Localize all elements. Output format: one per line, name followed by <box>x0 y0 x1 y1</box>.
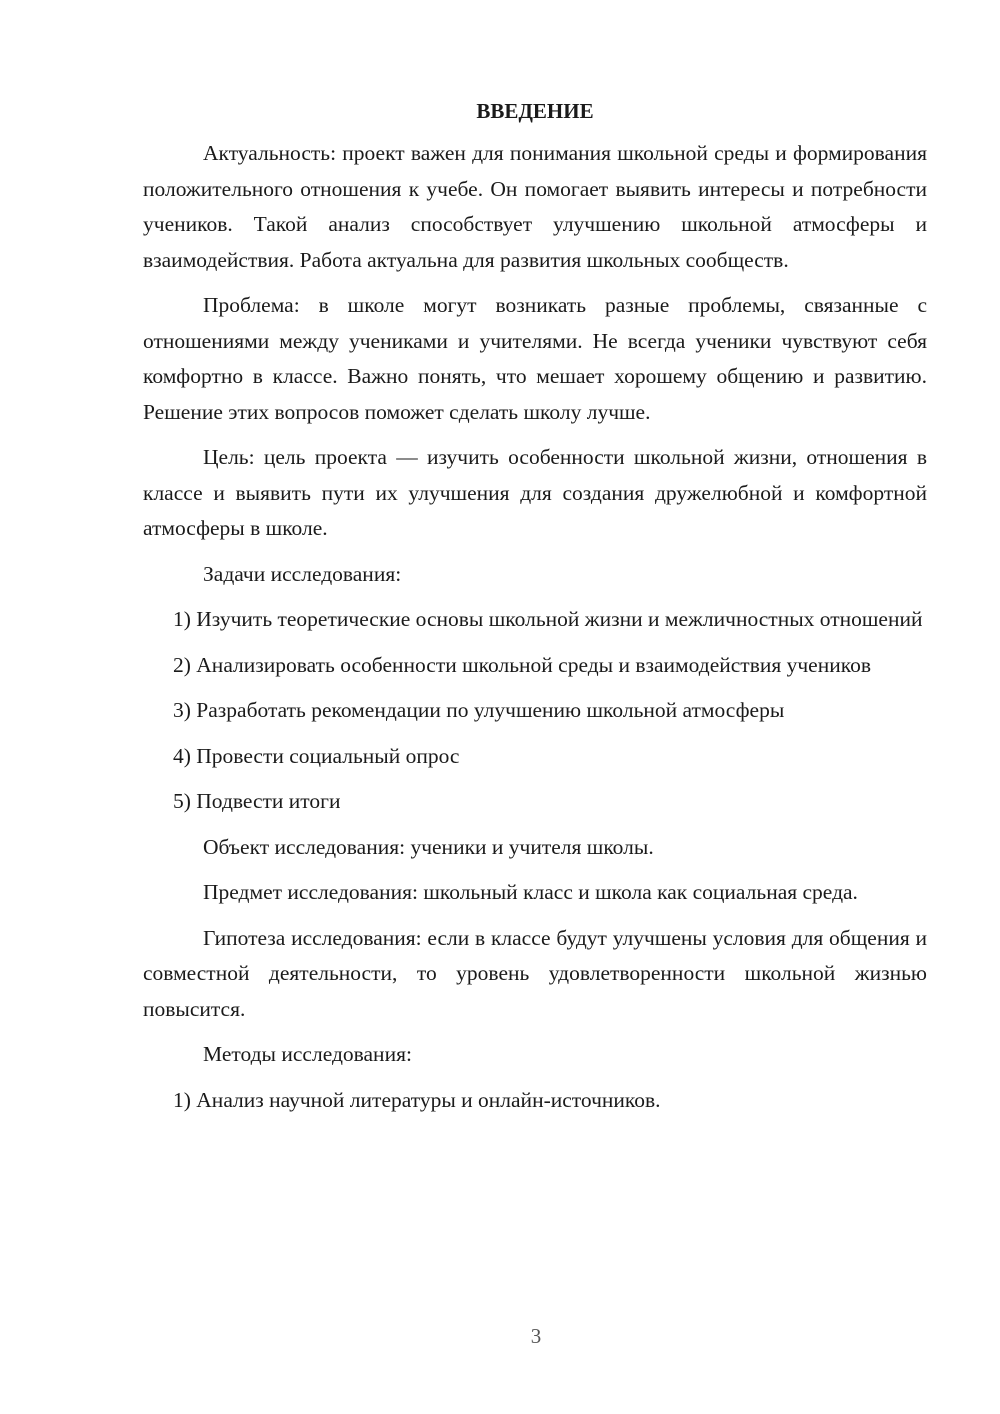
goal-paragraph: Цель: цель проекта — изучить особенности школьной жизни, отношения в классе и выявить пути их улучшения для создания дружелюбной и комфортной атмосферы в школе. <box>143 445 927 540</box>
hypothesis-paragraph: Гипотеза исследования: если в классе будут улучшены условия для общения и совместной деятельности, то уровень удовлетворенности школьной жизнью повысится. <box>143 925 927 1021</box>
list-item: 2) Анализировать особенности школьной среды и взаимодействия учеников <box>173 652 871 677</box>
methods-heading: Методы исследования: <box>203 1042 412 1066</box>
problem-paragraph: Проблема: в школе могут возникать разные проблемы, связанные с отношениями между учениками и учителями. Не всегда ученики чувствуют себя комфортно в классе. Важно понять, что мешает хорошему общению и развитию. Решение этих вопросов поможет сделать школу лучше. <box>143 293 927 424</box>
section-title: ВВЕДЕНИЕ <box>476 99 594 123</box>
list-item: 4) Провести социальный опрос <box>173 743 460 768</box>
tasks-heading: Задачи исследования: <box>203 561 402 586</box>
list-item: 1) Анализ научной литературы и онлайн-источников. <box>173 1087 661 1112</box>
methods-list <box>143 1083 927 1119</box>
list-item: 1) Изучить теоретические основы школьной жизни и межличностных отношений <box>173 607 923 631</box>
document-page <box>143 96 927 1128</box>
subject-paragraph: Предмет исследования: школьный класс и школа как социальная среда. <box>203 880 858 904</box>
tasks-list <box>143 602 927 820</box>
list-item: 5) Подвести итоги <box>173 789 341 813</box>
object-paragraph: Объект исследования: ученики и учителя школы. <box>203 834 654 859</box>
relevance-paragraph: Актуальность: проект важен для понимания школьной среды и формирования положительного отношения к учебе. Он помогает выявить интересы и потребности учеников. Такой анализ способствует улучшению школьной атмосферы и взаимодействия. Работа актуальна для развития школьных сообществ. <box>143 141 927 272</box>
list-item: 3) Разработать рекомендации по улучшению школьной атмосферы <box>173 698 785 722</box>
page-number: 3 <box>530 1324 542 1348</box>
